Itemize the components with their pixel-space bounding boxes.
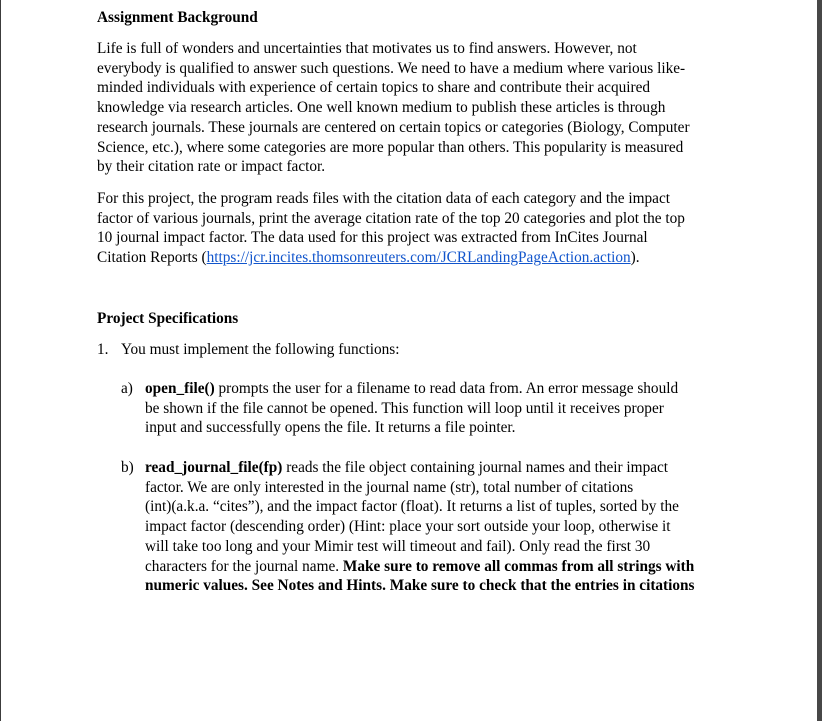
text-line: Life is full of wonders and uncertainties that motivates us to find answers. However, not (97, 40, 637, 57)
function-name: open_file() (145, 380, 215, 397)
text-line: everybody is qualified to answer such questions. We need to have a medium where various like- (97, 59, 686, 77)
text-line (97, 576, 695, 596)
background-paragraph-2 (97, 189, 685, 268)
text: characters for the journal name. (145, 557, 343, 575)
text-line: For this project, the program reads files with the citation data of each category and the impact (97, 190, 671, 207)
text-line: will take too long and your Mimir test will timeout and fail). Only read the first 30 (145, 537, 651, 555)
text-line: (int)(a.k.a. “cites”), and the impact factor (float). It returns a list of tuples, sorted by the (145, 498, 679, 516)
page-left-border (0, 0, 1, 721)
viewer-scrollbar-strip[interactable] (817, 0, 822, 721)
text-line: 10 journal impact factor. The data used for this project was extracted from InCites Journal (97, 229, 648, 247)
text-suffix: ). (630, 249, 640, 267)
section-heading-background: Assignment Background (97, 9, 258, 26)
text-line (97, 557, 695, 577)
text-line: input and successfully opens the file. It returns a file pointer. (145, 419, 516, 437)
list-marker: b) (121, 459, 134, 476)
spec-item-b (97, 458, 695, 596)
list-marker: a) (121, 380, 133, 397)
bold-note: Make sure to remove all commas from all strings with (342, 557, 695, 575)
spec-item-1 (97, 340, 399, 360)
bold-note: numeric values. See Notes and Hints. Make sure to check that the entries in citations (145, 577, 695, 595)
text-line: knowledge via research articles. One well known medium to publish these articles is through (97, 99, 666, 117)
section-heading-specifications: Project Specifications (97, 310, 239, 327)
list-number: 1. (97, 341, 109, 358)
text: reads the file object containing journal names and their impact (282, 459, 669, 476)
text-line: minded individuals with experience of certain topics to share and contribute their acquired (97, 79, 651, 97)
text-line (97, 379, 678, 399)
background-paragraph-1 (97, 39, 690, 177)
list-item-text: You must implement the following functions: (121, 341, 400, 358)
text-line (97, 458, 695, 478)
text-line: factor. We are only interested in the journal name (str), total number of citations (145, 478, 634, 496)
text: prompts the user for a filename to read data from. An error message should (214, 380, 679, 397)
text-line: be shown if the file cannot be opened. This function will loop until it receives proper (145, 399, 664, 417)
text-line: by their citation rate or impact factor. (97, 158, 326, 176)
text-prefix: Citation Reports ( (97, 249, 207, 267)
text-line: factor of various journals, print the average citation rate of the top 20 categories and plot the top (97, 209, 685, 227)
spec-item-a (97, 379, 678, 438)
jcr-link[interactable]: https://jcr.incites.thomsonreuters.com/JCRLandingPageAction.action (206, 249, 631, 267)
text-line: impact factor (descending order) (Hint: place your sort outside your loop, otherwise it (145, 518, 671, 536)
text-line: research journals. These journals are centered on certain topics or categories (Biology, Computer (97, 118, 690, 136)
text-line: Science, etc.), where some categories are more popular than others. This popularity is measured (97, 138, 684, 156)
text-line (97, 248, 685, 268)
function-name: read_journal_file(fp) (145, 459, 283, 476)
